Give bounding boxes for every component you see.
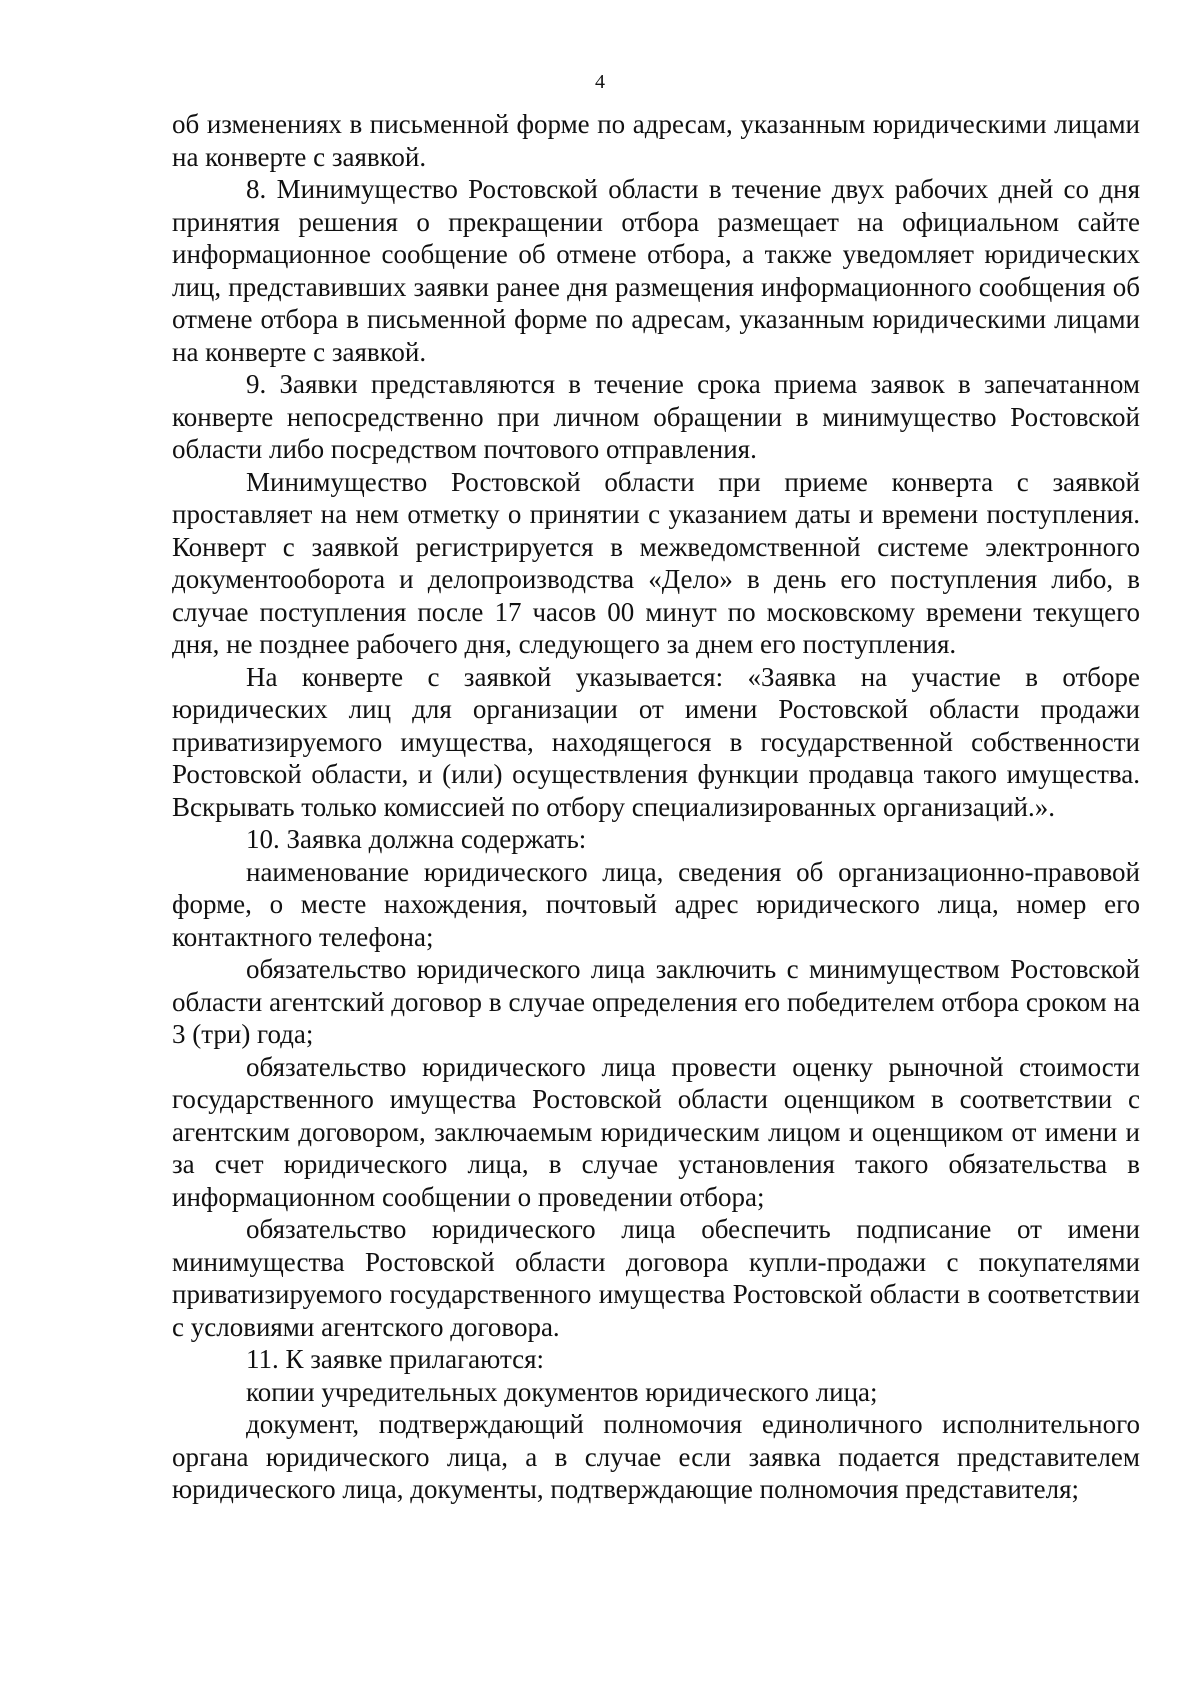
paragraph-continuation: об изменениях в письменной форме по адресам, указанным юридическими лицами на конверте с заявкой.	[172, 109, 1140, 172]
paragraph-item-10-name: наименование юридического лица, сведения об организационно-правовой форме, о месте нахождения, почтовый адрес юридического лица, номер его контактного телефона;	[172, 856, 1140, 952]
paragraph-item-11-founding-docs: копии учредительных документов юридического лица;	[246, 1376, 878, 1407]
paragraph-item-8: 8. Минимущество Ростовской области в течение двух рабочих дней со дня принятия решения о прекращении отбора размещает на официальном сайте информационное сообщение об отмене отбора, а также уведомляет юридических лиц, представивших заявки ранее дня размещения информационного сообщения об отмене отбора в письменной форме по адресам, указанным юридическими лицами на конверте с заявкой.	[172, 174, 1140, 367]
paragraph-envelope-label: На конверте с заявкой указывается: «Заявка на участие в отборе юридических лиц для организации от имени Ростовской области продажи приватизируемого имущества, находящегося в государственной собственности Ростовской области, и (или) осуществления функции продавца такого имущества. Вскрывать только комиссией по отбору специализированных организаций.».	[172, 661, 1140, 822]
paragraph-item-9: 9. Заявки представляются в течение срока приема заявок в запечатанном конверте непосредственно при личном обращении в минимущество Ростовской области либо посредством почтового отправления.	[172, 369, 1140, 464]
paragraph-envelope-registration: Минимущество Ростовской области при приеме конверта с заявкой проставляет на нем отметку о принятии с указанием даты и времени поступления. Конверт с заявкой регистрируется в межведомственной системе электронного документооборота и делопроизводства «Дело» в день его поступления либо, в случае поступления после 17 часов 00 минут по московскому времени текущего дня, не позднее рабочего дня, следующего за днем его поступления.	[172, 466, 1140, 659]
paragraph-item-10-agency-agreement: обязательство юридического лица заключить с минимуществом Ростовской области агентский договор в случае определения его победителем отбора сроком на 3 (три) года;	[172, 954, 1140, 1049]
paragraph-item-10: 10. Заявка должна содержать:	[246, 824, 587, 854]
paragraph-item-11: 11. К заявке прилагаются:	[246, 1344, 545, 1374]
paragraph-item-11-authority-docs: документ, подтверждающий полномочия единоличного исполнительного органа юридического лица, а в случае если заявка подается представителем юридического лица, документы, подтверждающие полномочия представителя;	[172, 1409, 1140, 1504]
document-body	[172, 108, 1140, 1506]
paragraph-item-10-signing: обязательство юридического лица обеспечить подписание от имени минимущества Ростовской области договора купли-продажи с покупателями приватизируемого государственного имущества Ростовской области в соответствии с условиями агентского договора.	[172, 1214, 1140, 1342]
page-number: 4	[595, 71, 605, 93]
paragraph-item-10-valuation: обязательство юридического лица провести оценку рыночной стоимости государственного имущества Ростовской области оценщиком в соответствии с агентским договором, заключаемым юридическим лицом и оценщиком от имени и за счет юридического лица, в случае установления такого обязательства в информационном сообщении о проведении отбора;	[172, 1051, 1140, 1212]
